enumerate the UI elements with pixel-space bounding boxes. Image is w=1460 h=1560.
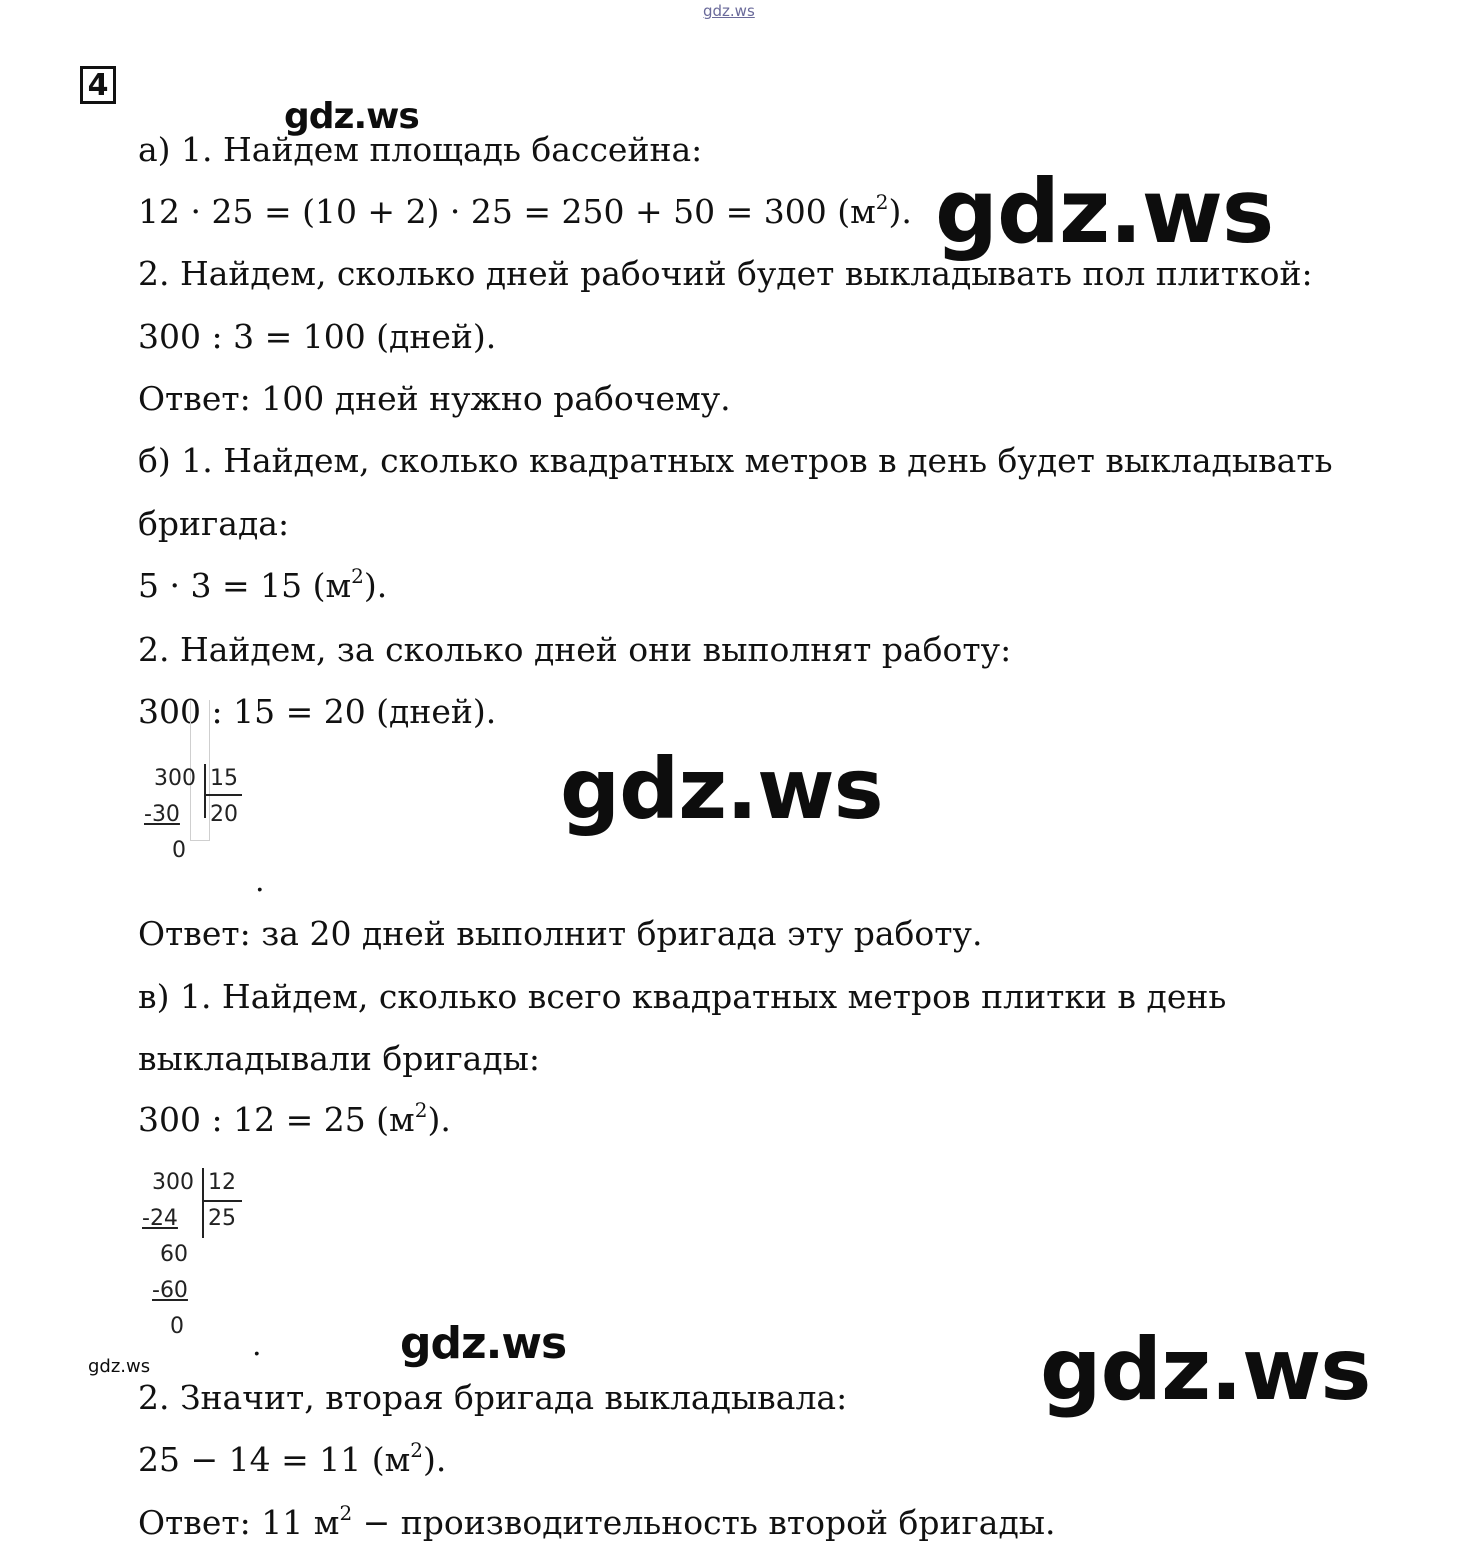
long-division-1 <box>140 764 260 874</box>
ld2-partial: 60 <box>160 1242 188 1267</box>
part-a-title: а) 1. Найдем площадь бассейна: <box>138 130 703 169</box>
part-a-answer: Ответ: 100 дней нужно рабочему. <box>138 379 731 418</box>
ld1-divisor: 15 <box>210 766 238 791</box>
ld2-dividend: 300 <box>152 1170 194 1195</box>
part-b-equation-2: 300 : 15 = 20 (дней). <box>138 692 497 731</box>
watermark-large-bottom: gdz.ws <box>1040 1320 1371 1420</box>
ld1-vertical-line <box>204 764 206 818</box>
watermark-large-middle: gdz.ws <box>560 740 883 838</box>
ld2-quotient: 25 <box>208 1206 236 1231</box>
header-watermark: gdz.ws <box>703 2 755 20</box>
ld1-subtract: -30 <box>144 802 180 827</box>
part-b-title: б) 1. Найдем, сколько квадратных метров в день будет выкладывать <box>138 441 1333 480</box>
dot-mark: . <box>255 864 265 899</box>
watermark-medium-bottom: gdz.ws <box>400 1318 567 1369</box>
part-a-eq1-rhs: ). <box>888 192 912 231</box>
exponent: 2 <box>351 564 364 588</box>
watermark-large-top: gdz.ws <box>935 160 1274 263</box>
exponent: 2 <box>414 1098 428 1122</box>
part-b-step-2: 2. Найдем, за сколько дней они выполнят работу: <box>138 630 1012 669</box>
part-c-equation-1 <box>138 1100 451 1140</box>
ld2-divisor: 12 <box>208 1170 236 1195</box>
part-b-answer: Ответ: за 20 дней выполнит бригада эту работу. <box>138 914 983 953</box>
exponent: 2 <box>410 1438 424 1462</box>
part-a-step-2: 2. Найдем, сколько дней рабочий будет выкладывать пол плиткой: <box>138 254 1313 293</box>
dot-mark: . <box>252 1328 262 1363</box>
ld2-horizontal-line <box>204 1200 242 1202</box>
part-b-title-continued: бригада: <box>138 504 290 543</box>
ld2-subtract-2: -60 <box>152 1278 188 1303</box>
part-b-eq1-lhs: 5 · 3 = 15 (м <box>138 566 352 605</box>
part-c-answer-rhs: − производительность второй бригады. <box>352 1503 1056 1542</box>
ld2-subtract-1: -24 <box>142 1206 178 1231</box>
part-c-eq2-lhs: 25 − 14 = 11 (м <box>138 1440 411 1479</box>
part-c-eq1-rhs: ). <box>427 1100 451 1139</box>
ld1-remainder: 0 <box>172 838 186 863</box>
part-c-title-continued: выкладывали бригады: <box>138 1039 541 1078</box>
long-division-2 <box>140 1168 260 1348</box>
part-c-eq1-lhs: 300 : 12 = 25 (м <box>138 1100 415 1139</box>
part-c-step-2: 2. Значит, вторая бригада выкладывала: <box>138 1378 848 1417</box>
ld1-horizontal-line <box>206 794 242 796</box>
part-b-eq1-rhs: ). <box>363 566 388 605</box>
part-a-eq1-lhs: 12 · 25 = (10 + 2) · 25 = 250 + 50 = 300 (м <box>138 192 876 231</box>
watermark-small-top: gdz.ws <box>284 96 419 137</box>
part-c-title: в) 1. Найдем, сколько всего квадратных метров плитки в день <box>138 977 1227 1016</box>
exponent: 2 <box>339 1501 353 1525</box>
ld2-remainder: 0 <box>170 1314 184 1339</box>
part-a-equation-1 <box>138 192 912 232</box>
ld2-vertical-line <box>202 1168 204 1238</box>
part-c-eq2-rhs: ). <box>423 1440 447 1479</box>
ld1-quotient: 20 <box>210 802 238 827</box>
part-a-equation-2: 300 : 3 = 100 (дней). <box>138 317 497 356</box>
part-c-equation-2 <box>138 1440 446 1480</box>
task-number: 4 <box>87 67 109 103</box>
ld1-dividend: 300 <box>154 766 196 791</box>
part-c-answer-lhs: Ответ: 11 м <box>138 1503 340 1542</box>
watermark-tiny-bottom: gdz.ws <box>88 1356 151 1377</box>
part-b-equation-1 <box>138 566 387 606</box>
part-c-answer <box>138 1503 1056 1543</box>
task-number-box <box>80 66 116 104</box>
exponent: 2 <box>875 190 889 214</box>
